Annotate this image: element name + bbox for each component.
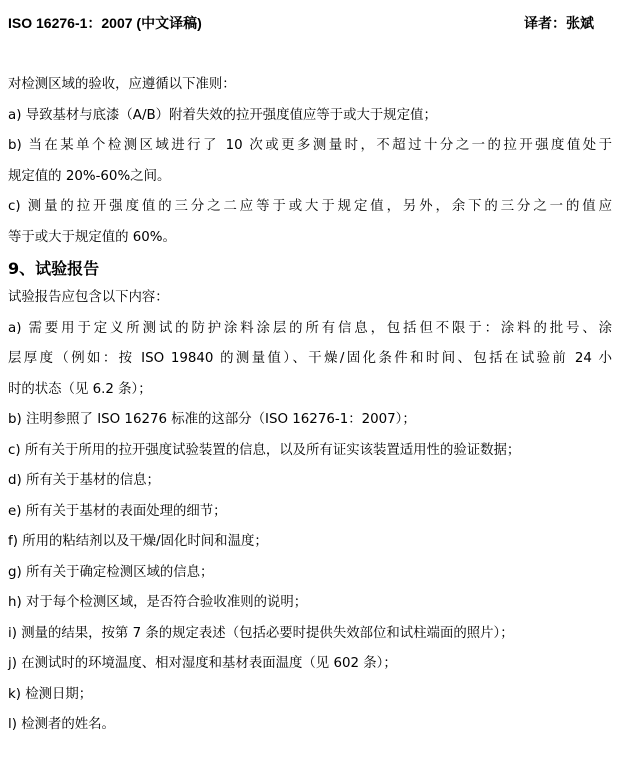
- criterion-b: [8, 137, 612, 186]
- report-item-e: e) 所有关于基材的表面处理的细节；: [8, 503, 227, 519]
- criterion-c-line-2: 等于或大于规定值的 60%。: [8, 229, 176, 245]
- report-item-j: j) 在测试时的环境温度、相对湿度和基材表面温度（见 602 条）；: [8, 656, 397, 671]
- report-item-h: h) 对于每个检测区域，是否符合验收准则的说明；: [8, 595, 308, 610]
- report-item-a-line-1: a) 需要用于定义所测试的防护涂料涂层的所有信息，包括但不限于：涂料的批号、涂: [8, 320, 612, 336]
- report-item-a-line-3: 时的状态（见 6.2 条）；: [8, 381, 152, 397]
- criterion-b-line-2: 规定值的 20%-60%之间。: [8, 168, 171, 184]
- criterion-b-line-1: b) 当在某单个检测区域进行了 10 次或更多测量时，不超过十分之一的拉开强度值处于: [8, 138, 612, 153]
- report-item-a: [8, 320, 612, 399]
- report-item-g: g) 所有关于确定检测区域的信息；: [8, 564, 214, 580]
- translator-credit: 译者：张斌: [524, 15, 594, 31]
- report-item-c: c) 所有关于所用的拉开强度试验装置的信息，以及所有证实该装置适用性的验证数据；: [8, 442, 521, 458]
- report-item-b: b) 注明参照了 ISO 16276 标准的这部分（ISO 16276-1：2007）；: [8, 412, 416, 427]
- criterion-c-line-1: c) 测量的拉开强度值的三分之二应等于或大于规定值，另外，余下的三分之一的值应: [8, 199, 612, 214]
- report-item-l: l) 检测者的姓名。: [8, 717, 115, 732]
- report-item-i: i) 测量的结果，按第 7 条的规定表述（包括必要时提供失效部位和试柱端面的照片）；: [8, 625, 514, 641]
- section-heading: 9、试验报告: [8, 259, 100, 278]
- page-header: [8, 13, 608, 35]
- report-item-k: k) 检测日期；: [8, 686, 93, 702]
- criterion-a: a) 导致基材与底漆（A/B）附着失效的拉开强度值应等于或大于规定值；: [8, 107, 437, 123]
- document-body: [8, 76, 612, 747]
- acceptance-intro: 对检测区域的验收，应遵循以下准则：: [8, 77, 236, 92]
- report-item-a-line-2: 层厚度（例如：按 ISO 19840 的测量值）、干燥/固化条件和时间、包括在试验前 24 小: [8, 351, 612, 366]
- report-intro: 试验报告应包含以下内容：: [8, 290, 169, 305]
- document-title: ISO 16276-1：2007 (中文译稿): [8, 15, 202, 31]
- report-item-f: f) 所用的粘结剂以及干燥/固化时间和温度；: [8, 534, 268, 549]
- report-item-d: d) 所有关于基材的信息；: [8, 473, 160, 488]
- criterion-c: [8, 198, 612, 247]
